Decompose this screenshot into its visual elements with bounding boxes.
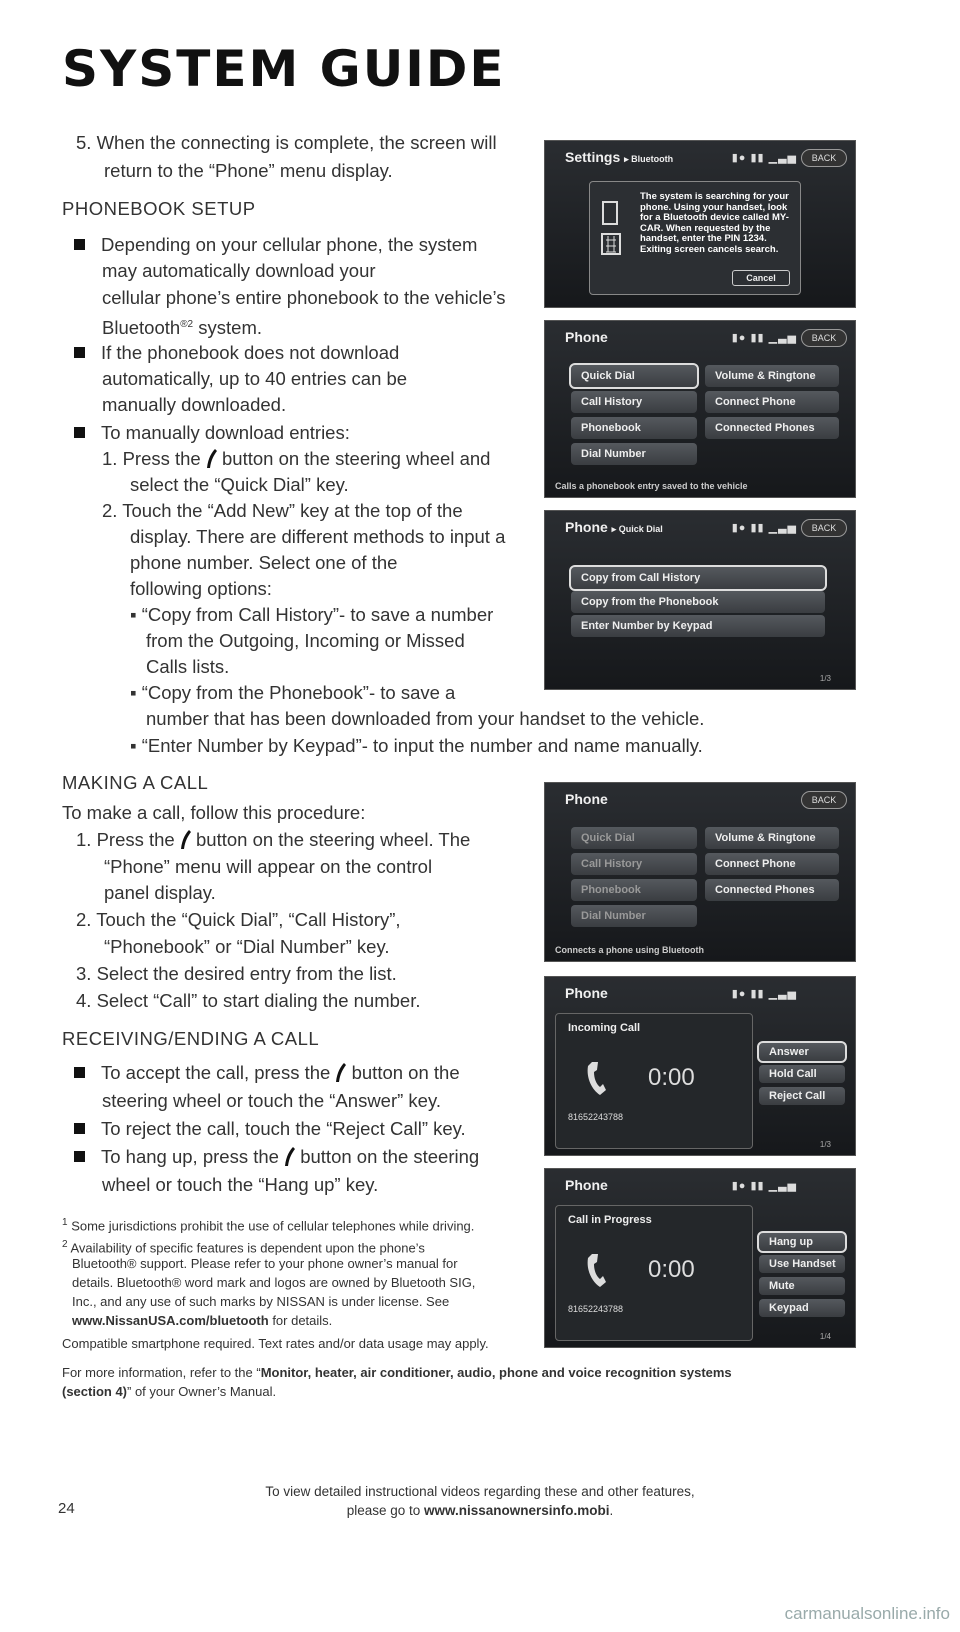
quick-dial-button[interactable]: Quick Dial: [571, 827, 697, 849]
screen-title: Phone: [565, 791, 608, 807]
text-line: following options:: [130, 578, 272, 599]
call-history-button[interactable]: Call History: [571, 853, 697, 875]
step-1: 1. Press the button on the steering wheel and: [102, 448, 491, 469]
text-line: may automatically download your: [102, 260, 376, 281]
bullet-icon: [74, 239, 85, 250]
section-heading-receiving-call: RECEIVING/ENDING A CALL: [62, 1028, 320, 1049]
more-info-line-2: (section 4)” of your Owner’s Manual.: [62, 1384, 277, 1399]
step-4: 4. Select “Call” to start dialing the number.: [76, 990, 421, 1011]
page-number: 24: [58, 1500, 75, 1517]
connected-phones-button[interactable]: Connected Phones: [705, 417, 839, 439]
call-panel: [555, 1205, 753, 1341]
bullet-icon: [74, 427, 85, 438]
phone-icon: [180, 830, 191, 850]
handset-icon: [586, 1060, 606, 1096]
copy-call-history-button[interactable]: Copy from Call History: [571, 567, 825, 589]
status-icons: ▮● ▮▮ ▁▃▅: [731, 1180, 797, 1192]
bullet-item: Depending on your cellular phone, the system: [74, 232, 477, 258]
screen-bluetooth-search: [544, 140, 856, 308]
text-line: number that has been downloaded from your handset to the vehicle.: [146, 708, 705, 729]
volume-ringtone-button[interactable]: Volume & Ringtone: [705, 365, 839, 387]
screen-phone-menu-2: [544, 782, 856, 962]
handset-icon: [586, 1252, 606, 1288]
bullet-item: To reject the call, touch the “Reject Call” key.: [74, 1116, 466, 1142]
step-2: 2. Touch the “Quick Dial”, “Call History”,: [76, 909, 401, 930]
text-line: “Phone” menu will appear on the control: [104, 856, 433, 877]
step-1: 1. Press the button on the steering wheel. The: [76, 829, 471, 850]
volume-ringtone-button[interactable]: Volume & Ringtone: [705, 827, 839, 849]
footnote-1: $^1$ Some jurisdictions prohibit the use of cellular telephones while driving.: [62, 1217, 475, 1234]
text-line: from the Outgoing, Incoming or Missed: [146, 630, 465, 651]
back-button[interactable]: BACK: [801, 149, 847, 167]
screen-title: Phone: [565, 329, 608, 345]
watermark: carmanualsonline.info: [784, 1604, 950, 1623]
footnote-line: Inc., and any use of such marks by NISSAN is under license. See: [72, 1294, 450, 1309]
bullet-icon: [74, 1151, 85, 1162]
dial-number-button[interactable]: Dial Number: [571, 443, 697, 465]
status-icons: ▮● ▮▮ ▁▃▅: [731, 988, 797, 1000]
caller-number: 81652243788: [568, 1112, 624, 1122]
back-button[interactable]: BACK: [801, 791, 847, 809]
connect-phone-button[interactable]: Connect Phone: [705, 853, 839, 875]
text-line: cellular phone’s entire phonebook to the vehicle’s: [102, 287, 506, 308]
dial-number-button[interactable]: Dial Number: [571, 905, 697, 927]
status-icons: ▮● ▮▮ ▁▃▅: [731, 332, 797, 344]
more-info: For more information, refer to the “Monitor, heater, air conditioner, audio, phone and voice recognition systems: [62, 1365, 732, 1380]
connected-phones-button[interactable]: Connected Phones: [705, 879, 839, 901]
text-line: display. There are different methods to input a: [130, 526, 506, 547]
bluetooth-link[interactable]: www.NissanUSA.com/bluetooth: [72, 1313, 269, 1328]
phone-icon: [284, 1147, 295, 1167]
mute-button[interactable]: Mute: [759, 1277, 845, 1295]
text-line: return to the “Phone” menu display.: [104, 160, 393, 181]
enter-keypad-button[interactable]: Enter Number by Keypad: [571, 615, 825, 637]
text-line: wheel or touch the “Hang up” key.: [102, 1174, 379, 1195]
text-line: steering wheel or touch the “Answer” key.: [102, 1090, 441, 1111]
phone-icon: [206, 449, 217, 469]
bullet-icon: [74, 347, 85, 358]
footnote-line: details. Bluetooth® word mark and logos are owned by Bluetooth SIG,: [72, 1275, 476, 1290]
copy-phonebook-button[interactable]: Copy from the Phonebook: [571, 591, 825, 613]
phonebook-button[interactable]: Phonebook: [571, 417, 697, 439]
screen-title: Phone: [565, 1177, 608, 1193]
screen-call-in-progress: [544, 1168, 856, 1348]
keypad-icon: [600, 200, 622, 260]
screen-title: Settings ▸ Bluetooth: [565, 149, 674, 165]
option-item: ▪ “Copy from the Phonebook”- to save a: [130, 682, 456, 703]
hang-up-button[interactable]: Hang up: [759, 1233, 845, 1251]
text-line: Calls lists.: [146, 656, 230, 677]
call-status-label: Call in Progress: [568, 1214, 652, 1226]
text-line: “Phonebook” or “Dial Number” key.: [104, 936, 390, 957]
call-status-label: Incoming Call: [568, 1022, 641, 1034]
back-button[interactable]: BACK: [801, 329, 847, 347]
bullet-icon: [74, 1067, 85, 1078]
status-icons: ▮● ▮▮ ▁▃▅: [731, 522, 797, 534]
screen-hint: Calls a phonebook entry saved to the vehicle: [555, 481, 748, 491]
text-line: To make a call, follow this procedure:: [62, 802, 366, 823]
use-handset-button[interactable]: Use Handset: [759, 1255, 845, 1273]
step-2: 2. Touch the “Add New” key at the top of the: [102, 500, 463, 521]
page-indicator: 1/3: [819, 1140, 831, 1149]
call-timer: 0:00: [648, 1256, 695, 1283]
footer-note: To view detailed instructional videos regarding these and other features, please go to www.nissanownersinfo.mobi.: [265, 1484, 695, 1518]
compatibility-note: Compatible smartphone required. Text rates and/or data usage may apply.: [62, 1336, 489, 1351]
step-5: 5. When the connecting is complete, the screen will: [76, 132, 497, 153]
text-line: manually downloaded.: [102, 394, 287, 415]
back-button[interactable]: BACK: [801, 519, 847, 537]
bullet-item: To hang up, press the button on the steering: [74, 1144, 479, 1170]
connect-phone-button[interactable]: Connect Phone: [705, 391, 839, 413]
step-3: 3. Select the desired entry from the list.: [76, 963, 397, 984]
footnote-line: Bluetooth® support. Please refer to your phone owner’s manual for: [72, 1256, 458, 1271]
owners-info-link[interactable]: www.nissanownersinfo.mobi: [424, 1503, 610, 1518]
hold-call-button[interactable]: Hold Call: [759, 1065, 845, 1083]
keypad-button[interactable]: Keypad: [759, 1299, 845, 1317]
page-indicator: 1/4: [819, 1332, 831, 1341]
quick-dial-button[interactable]: Quick Dial: [571, 365, 697, 387]
phone-icon: [335, 1063, 346, 1083]
reject-call-button[interactable]: Reject Call: [759, 1087, 845, 1105]
text-line: phone number. Select one of the: [130, 552, 398, 573]
text-line: select the “Quick Dial” key.: [130, 474, 349, 495]
phonebook-button[interactable]: Phonebook: [571, 879, 697, 901]
option-item: ▪ “Enter Number by Keypad”- to input the number and name manually.: [130, 735, 703, 756]
footnote-line: www.NissanUSA.com/bluetooth for details.: [72, 1313, 333, 1328]
cancel-button[interactable]: Cancel: [732, 270, 790, 286]
page-indicator: 1/3: [819, 674, 831, 683]
section-heading-making-call: MAKING A CALL: [62, 772, 209, 793]
text-line: panel display.: [104, 882, 216, 903]
status-icons: ▮● ▮▮ ▁▃▅: [731, 152, 797, 164]
call-timer: 0:00: [648, 1064, 695, 1091]
screen-title: Phone ▸ Quick Dial: [565, 519, 663, 535]
screen-incoming-call: [544, 976, 856, 1156]
bullet-icon: [74, 1123, 85, 1134]
text-line: Bluetooth$^{®2}$ system.: [102, 317, 262, 339]
call-history-button[interactable]: Call History: [571, 391, 697, 413]
text-line: automatically, up to 40 entries can be: [102, 368, 408, 389]
option-item: ▪ “Copy from Call History”- to save a number: [130, 604, 494, 625]
screen-quick-dial: [544, 510, 856, 690]
bullet-item: To accept the call, press the button on the: [74, 1060, 460, 1086]
answer-button[interactable]: Answer: [759, 1043, 845, 1061]
search-dialog: [589, 181, 801, 295]
section-heading-phonebook: PHONEBOOK SETUP: [62, 198, 256, 219]
footnote-2: $^2$ Availability of specific features is dependent upon the phone’s: [62, 1239, 425, 1256]
call-panel: [555, 1013, 753, 1149]
page-title: SYSTEM GUIDE: [62, 40, 506, 98]
screen-phone-menu: [544, 320, 856, 498]
bullet-item: If the phonebook does not download: [74, 340, 399, 366]
screen-title: Phone: [565, 985, 608, 1001]
caller-number: 81652243788: [568, 1304, 624, 1314]
screen-hint: Connects a phone using Bluetooth: [555, 945, 704, 955]
dialog-message: The system is searching for your phone. Using your handset, look for a Bluetooth device called MY-CAR. When requested by the handset, enter the PIN 1234. Exiting screen cancels search.: [640, 191, 789, 255]
bullet-item: To manually download entries:: [74, 420, 350, 446]
